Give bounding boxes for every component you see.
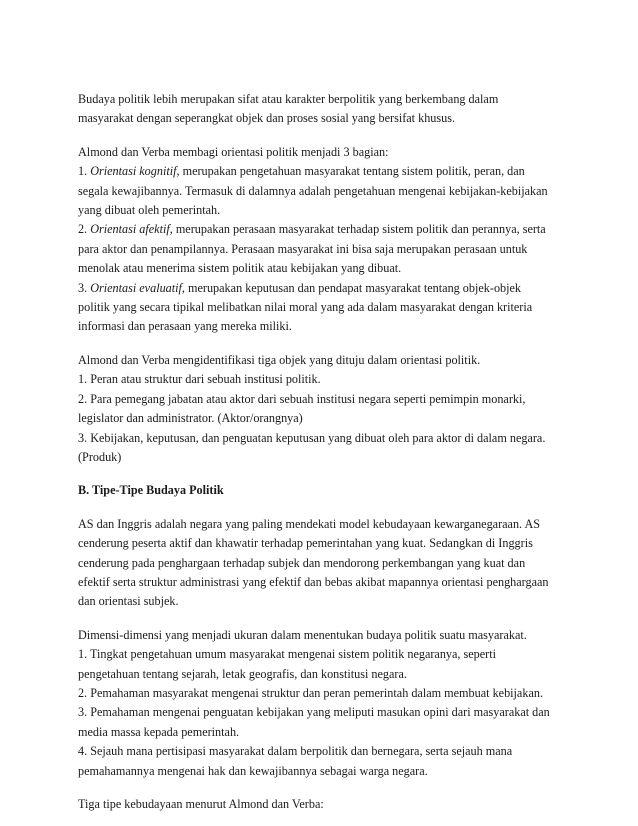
- text-line: 3. Kebijakan, keputusan, dan penguatan keputusan yang dibuat oleh para aktor di dalam negara.: [78, 430, 546, 445]
- text-line: para aktor dan penampilannya. Perasaan masyarakat ini bisa saja merupakan perasaan untuk: [78, 241, 528, 256]
- text-line: informasi dan perasaan yang mereka miliki.: [78, 319, 292, 334]
- item-text: , merupakan perasaan masyarakat terhadap sistem politik dan perannya, serta: [169, 222, 546, 237]
- item-number: 2.: [78, 222, 91, 237]
- paragraph-objek: [78, 351, 598, 467]
- item-number: 1.: [78, 164, 91, 179]
- text-line: Tiga tipe kebudayaan menurut Almond dan Verba:: [78, 797, 324, 811]
- text-line: pemahamannya mengenai hak dan kewajibannya sebagai warga negara.: [78, 763, 428, 778]
- paragraph-orientasi: [78, 143, 598, 337]
- text-line: dan orientasi subjek.: [78, 594, 179, 609]
- text-line: 4. Sejauh mana pertisipasi masyarakat dalam berpolitik dan bernegara, serta sejauh mana: [78, 744, 513, 759]
- paragraph-tiga-tipe: [78, 795, 598, 814]
- text-line: legislator dan administrator. (Aktor/orangnya): [78, 411, 303, 426]
- text-line: efektif serta struktur administrasi yang efektif dan bebas akibat mapannya orientasi penghargaan: [78, 574, 549, 589]
- text-line: Almond dan Verba membagi orientasi politik menjadi 3 bagian:: [78, 144, 389, 159]
- text-line: AS dan Inggris adalah negara yang paling mendekati model kebudayaan kewarganegaraan. AS: [78, 516, 541, 531]
- list-item-kognitif: [78, 162, 598, 181]
- item-number: 3.: [78, 280, 91, 295]
- item-text: , merupakan pengetahuan masyarakat tentang sistem politik, peran, dan: [176, 164, 525, 179]
- text-line: Dimensi-dimensi yang menjadi ukuran dalam menentukan budaya politik suatu masyarakat.: [78, 627, 527, 642]
- paragraph-intro: [78, 90, 598, 129]
- term-kognitif: Orientasi kognitif: [90, 164, 177, 179]
- text-line: 3. Pemahaman mengenai penguatan kebijakan yang meliputi masukan opini dari masyarakat dan: [78, 705, 550, 720]
- text-line: cenderung peserta aktif dan khawatir terhadap pemerintahan yang kuat. Sedangkan di Inggris: [78, 536, 533, 551]
- section-heading: B. Tipe-Tipe Budaya Politik: [78, 483, 224, 498]
- text-line: 1. Tingkat pengetahuan umum masyarakat mengenai sistem politik negaranya, seperti: [78, 647, 496, 662]
- text-line: cenderung pada penghargaan terhadap subjek dan mendorong perkembangan yang kuat dan: [78, 555, 526, 570]
- paragraph-dimensi: [78, 626, 598, 781]
- text-line: 2. Pemahaman masyarakat mengenai struktur dan peran pemerintah dalam membuat kebijakan.: [78, 685, 543, 700]
- paragraph-as-inggris: [78, 515, 598, 612]
- list-item-evaluatif: [78, 279, 598, 298]
- text-line: (Produk): [78, 449, 122, 464]
- text-line: menolak atau menerima sistem politik atau kebijakan yang dibuat.: [78, 261, 402, 276]
- item-text: , merupakan keputusan dan pendapat masyarakat tentang objek-objek: [181, 280, 522, 295]
- text-line: 1. Peran atau struktur dari sebuah institusi politik.: [78, 372, 321, 387]
- text-line: 2. Para pemegang jabatan atau aktor dari sebuah institusi negara seperti pemimpin monarki,: [78, 391, 526, 406]
- text-line: Budaya politik lebih merupakan sifat atau karakter berpolitik yang berkembang dalam: [78, 92, 499, 106]
- text-line: Almond dan Verba mengidentifikasi tiga objek yang dituju dalam orientasi politik.: [78, 352, 481, 367]
- text-line: politik yang secara tipikal melibatkan nilai moral yang ada dalam masyarakat dengan kriteria: [78, 300, 533, 315]
- term-afektif: Orientasi afektif: [90, 222, 170, 237]
- list-item-afektif: [78, 220, 598, 239]
- text-line: yang dibuat oleh pemerintah.: [78, 203, 221, 218]
- text-line: masyarakat dengan seperangkat objek dan proses sosial yang bersifat khusus.: [78, 111, 456, 126]
- text-line: pengetahuan tentang sejarah, letak geografis, dan konstitusi negara.: [78, 666, 407, 681]
- text-line: media massa kepada pemerintah.: [78, 724, 240, 739]
- text-line: segala kewajibannya. Termasuk di dalamnya adalah pengetahuan mengenai kebijakan-kebijakan: [78, 183, 548, 198]
- term-evaluatif: Orientasi evaluatif: [90, 280, 182, 295]
